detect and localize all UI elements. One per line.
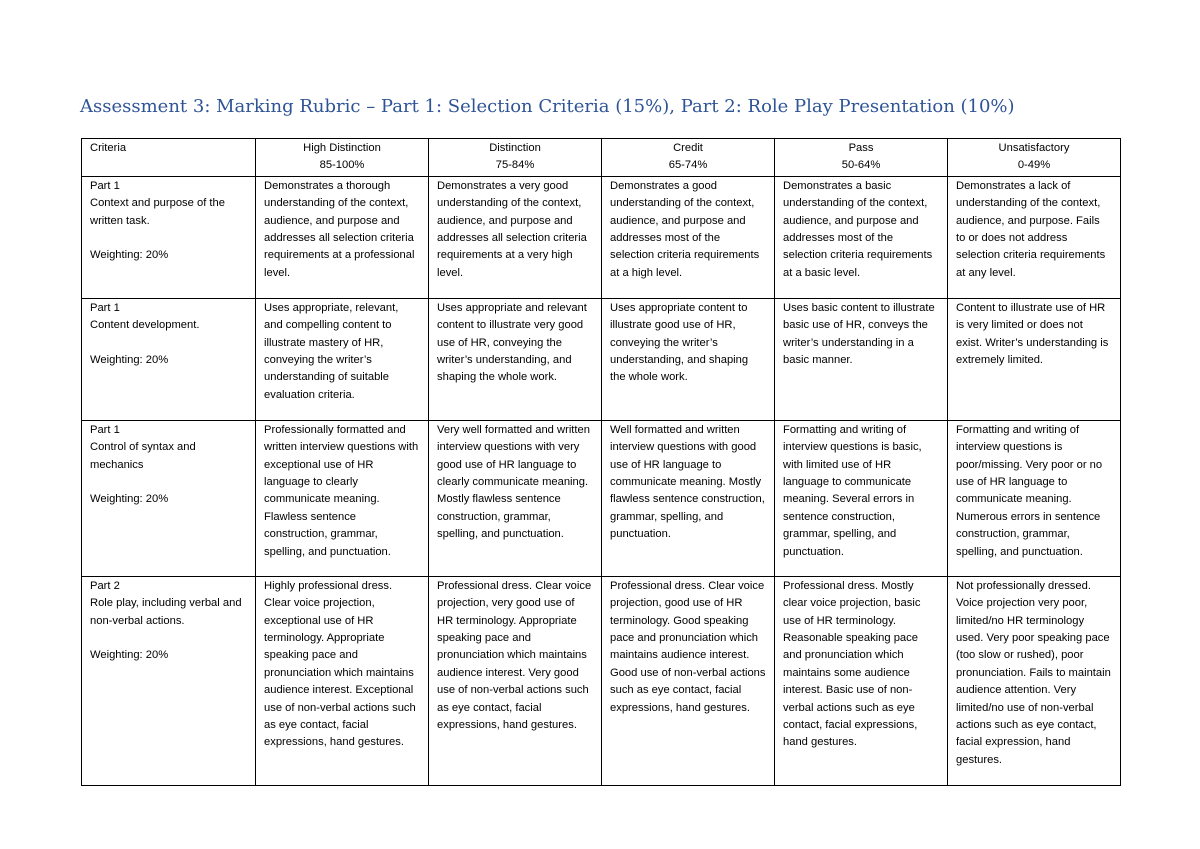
column-header-range: 50-64% (841, 159, 881, 172)
rubric-cell-credit: Demonstrates a good understanding of the context, audience, and purpose and addresses most of the selection criteria requirements at a high level. (602, 176, 775, 298)
column-header-high-distinction (256, 139, 429, 177)
table-row (82, 176, 1121, 298)
column-header-label: High Distinction (303, 142, 381, 154)
rubric-cell-unsatisfactory: Content to illustrate use of HR is very limited or does not exist. Writer’s understanding is extremely limited. (948, 298, 1121, 420)
column-header-credit (602, 139, 775, 177)
rubric-cell-high-distinction: Demonstrates a thorough understanding of the context, audience, and purpose and addresses all selection criteria requirements at a professional level. (256, 176, 429, 298)
criteria-part: Part 1 (90, 301, 120, 314)
criteria-weighting: Weighting: 20% (90, 354, 169, 367)
criteria-description: Context and purpose of the written task. (90, 197, 225, 227)
rubric-cell-unsatisfactory: Demonstrates a lack of understanding of the context, audience, and purpose. Fails to or does not address selection criteria requirements at any level. (948, 176, 1121, 298)
rubric-cell-distinction: Demonstrates a very good understanding of the context, audience, and purpose and addresses all selection criteria requirements at a very high level. (429, 176, 602, 298)
rubric-cell-pass: Formatting and writing of interview questions is basic, with limited use of HR language to communicate meaning. Several errors in sentence construction, grammar, spelling, and punctuation. (775, 420, 948, 576)
rubric-cell-credit: Professional dress. Clear voice projection, good use of HR terminology. Good speaking pace and pronunciation which maintains audience interest. Good use of non-verbal actions such as eye contact, facial expressions, hand gestures. (602, 576, 775, 785)
criteria-cell (82, 176, 256, 298)
column-header-criteria (82, 139, 256, 177)
rubric-cell-credit: Well formatted and written interview questions with good use of HR language to communicate meaning. Mostly flawless sentence construction, grammar, spelling, and punctuation. (602, 420, 775, 576)
column-header-label: Criteria (90, 142, 127, 154)
rubric-cell-distinction: Very well formatted and written interview questions with very good use of HR language to clearly communicate meaning. Mostly flawless sentence construction, grammar, spelling, and punctuation. (429, 420, 602, 576)
table-row (82, 576, 1121, 785)
criteria-weighting: Weighting: 20% (90, 249, 169, 262)
table-row (82, 298, 1121, 420)
table-row (82, 420, 1121, 576)
criteria-weighting: Weighting: 20% (90, 493, 169, 506)
column-header-range: 0-49% (1017, 159, 1051, 172)
criteria-weighting: Weighting: 20% (90, 649, 169, 662)
column-header-label: Unsatisfactory (998, 142, 1070, 154)
criteria-cell (82, 298, 256, 420)
criteria-description: Role play, including verbal and non-verbal actions. (90, 597, 242, 627)
rubric-cell-pass: Demonstrates a basic understanding of the context, audience, and purpose and addresses most of the selection criteria requirements at a basic level. (775, 176, 948, 298)
criteria-cell (82, 420, 256, 576)
rubric-cell-high-distinction: Uses appropriate, relevant, and compelling content to illustrate mastery of HR, conveying the writer’s understanding of suitable evaluation criteria. (256, 298, 429, 420)
rubric-cell-high-distinction: Professionally formatted and written interview questions with exceptional use of HR language to clearly communicate meaning. Flawless sentence construction, grammar, spelling, and punctuation. (256, 420, 429, 576)
column-header-range: 65-74% (668, 159, 708, 172)
column-header-label: Distinction (489, 142, 541, 154)
rubric-cell-unsatisfactory: Formatting and writing of interview questions is poor/missing. Very poor or no use of HR language to communicate meaning. Numerous errors in sentence construction, grammar, spelling, and punctuation. (948, 420, 1121, 576)
criteria-part: Part 2 (90, 579, 120, 592)
rubric-cell-distinction: Uses appropriate and relevant content to illustrate very good use of HR, conveying the writer’s understanding, and shaping the whole work. (429, 298, 602, 420)
column-header-distinction (429, 139, 602, 177)
column-header-label: Pass (848, 142, 874, 154)
column-header-unsatisfactory (948, 139, 1121, 177)
criteria-part: Part 1 (90, 179, 120, 192)
criteria-description: Control of syntax and mechanics (90, 441, 196, 471)
rubric-cell-high-distinction: Highly professional dress. Clear voice projection, exceptional use of HR terminology. Appropriate speaking pace and pronunciation which maintains audience interest. Exceptional use of non-verbal actions such as eye contact, facial expressions, hand gestures. (256, 576, 429, 785)
rubric-cell-distinction: Professional dress. Clear voice projection, very good use of HR terminology. Appropriate speaking pace and pronunciation which maintains audience interest. Very good use of non-verbal actions such as eye contact, facial expressions, hand gestures. (429, 576, 602, 785)
column-header-pass (775, 139, 948, 177)
criteria-cell (82, 576, 256, 785)
table-header-row (82, 139, 1121, 177)
rubric-cell-credit: Uses appropriate content to illustrate good use of HR, conveying the writer’s understanding, and shaping the whole work. (602, 298, 775, 420)
marking-rubric-table (81, 138, 1121, 786)
rubric-cell-unsatisfactory: Not professionally dressed. Voice projection very poor, limited/no HR terminology used. Very poor speaking pace (too slow or rushed), poor pronunciation. Fails to maintain audience attention. Very limited/no use of non-verbal actions such as eye contact, facial expression, hand gestures. (948, 576, 1121, 785)
document-title: Assessment 3: Marking Rubric – Part 1: Selection Criteria (15%), Part 2: Role Play Presentation (10%) (80, 96, 1015, 117)
criteria-part: Part 1 (90, 423, 120, 436)
criteria-description: Content development. (90, 319, 200, 332)
rubric-cell-pass: Professional dress. Mostly clear voice projection, basic use of HR terminology. Reasonable speaking pace and pronunciation which maintains some audience interest. Basic use of non-verbal actions such as eye contact, facial expressions, hand gestures. (775, 576, 948, 785)
column-header-range: 75-84% (495, 159, 535, 172)
column-header-label: Credit (673, 142, 703, 154)
column-header-range: 85-100% (319, 159, 365, 172)
rubric-cell-pass: Uses basic content to illustrate basic use of HR, conveys the writer’s understanding in a basic manner. (775, 298, 948, 420)
